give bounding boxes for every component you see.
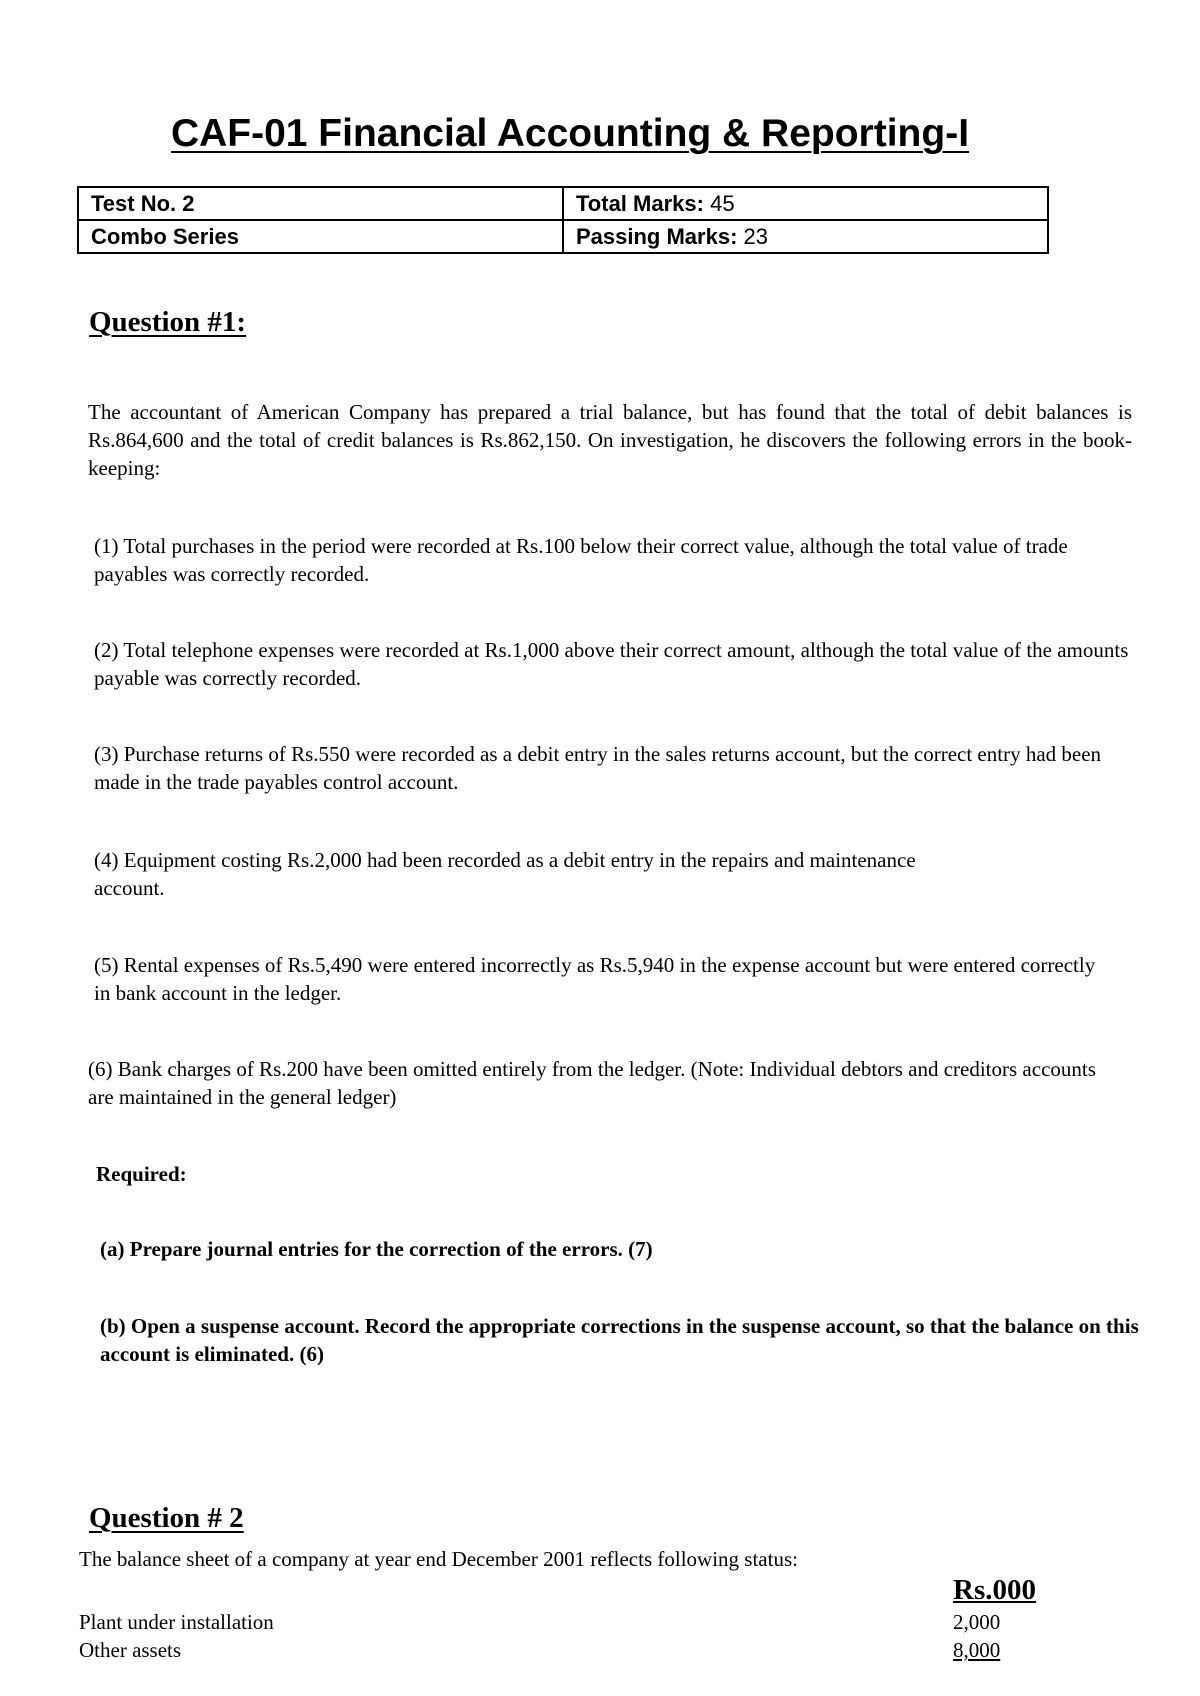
total-marks-cell: Total Marks: 45	[563, 187, 1048, 220]
question-2-intro: The balance sheet of a company at year end December 2001 reflects following status:	[79, 1547, 798, 1571]
error-item-1: (1) Total purchases in the period were recorded at Rs.100 below their correct value, although the total value of trade payables was correctly recorded.	[94, 534, 1068, 586]
balance-row-label: Plant under installation	[79, 1610, 274, 1634]
test-info-row	[78, 187, 1048, 220]
balance-row-value: 8,000	[953, 1638, 1001, 1662]
balance-row-value: 2,000	[953, 1610, 1001, 1634]
question-2-heading: Question # 2	[89, 1502, 244, 1534]
question-1-heading: Question #1:	[89, 306, 247, 338]
error-item-6: (6) Bank charges of Rs.200 have been omitted entirely from the ledger. (Note: Individual debtors and creditors accounts are maintained in the general ledger)	[88, 1057, 1096, 1109]
required-part-b: (b) Open a suspense account. Record the appropriate corrections in the suspense account, so that the balance on this account is eliminated. (6)	[100, 1314, 1139, 1366]
test-info-row	[78, 220, 1048, 253]
required-part-a: (a) Prepare journal entries for the correction of the errors. (7)	[100, 1237, 653, 1261]
balance-row-label: Other assets	[79, 1638, 182, 1662]
test-number-cell: Test No. 2	[78, 187, 563, 220]
document-title: CAF-01 Financial Accounting & Reporting-I	[170, 112, 970, 155]
test-info-table	[77, 186, 1049, 254]
error-item-3: (3) Purchase returns of Rs.550 were recorded as a debit entry in the sales returns account, but the correct entry had been made in the trade payables control account.	[94, 742, 1102, 794]
required-label: Required:	[96, 1162, 187, 1186]
error-item-5: (5) Rental expenses of Rs.5,490 were entered incorrectly as Rs.5,940 in the expense account but were entered correctly in bank account in the ledger.	[94, 953, 1096, 1005]
error-item-4: (4) Equipment costing Rs.2,000 had been recorded as a debit entry in the repairs and maintenance account.	[94, 848, 916, 900]
passing-marks-cell: Passing Marks: 23	[563, 220, 1048, 253]
amount-column-header: Rs.000	[953, 1574, 1036, 1606]
series-cell: Combo Series	[78, 220, 563, 253]
error-item-2: (2) Total telephone expenses were recorded at Rs.1,000 above their correct amount, although the total value of the amounts payable was correctly recorded.	[94, 638, 1129, 690]
question-1-intro: The accountant of American Company has prepared a trial balance, but has found that the total of debit balances is Rs.864,600 and the total of credit balances is Rs.862,150. On investigation, he discovers the following errors in the book-keeping:	[88, 400, 1132, 480]
